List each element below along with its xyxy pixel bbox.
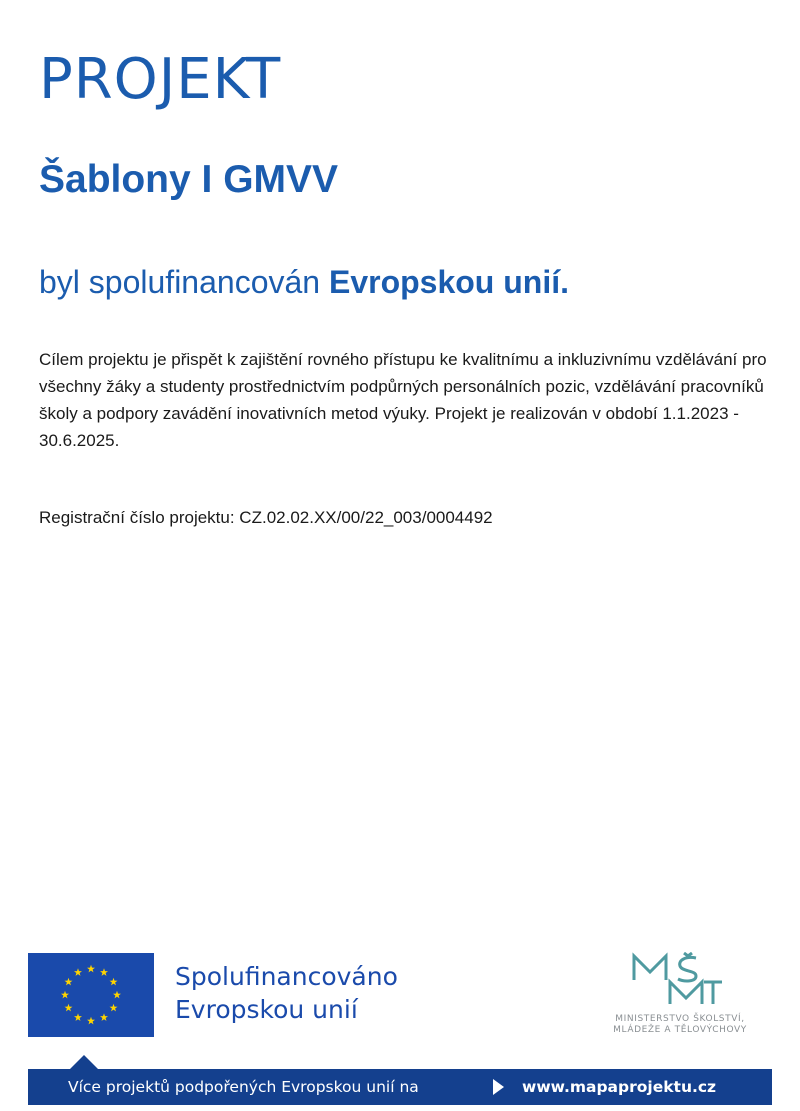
eu-star bbox=[87, 1017, 95, 1025]
project-description: Cílem projektu je přispět k zajištění rovného přístupu ke kvalitnímu a inkluzivnímu vzdělávání pro všechny žáky a studenty prostřednictvím podpůrných personálních pozic, vzdělávání pracovníků školy a podpory zavádění inovativních metod výuky. Projekt je realizován v období 1.1.2023 - 30.6.2025. bbox=[39, 350, 767, 450]
eu-text-line1: Spolufinancováno bbox=[175, 962, 398, 991]
eu-star bbox=[64, 1004, 72, 1012]
eu-star bbox=[61, 991, 69, 999]
eu-star bbox=[110, 1004, 118, 1012]
msmt-logo-icon bbox=[630, 952, 725, 1008]
eu-star bbox=[110, 978, 118, 986]
eu-star bbox=[74, 968, 82, 976]
eu-star bbox=[113, 991, 121, 999]
play-arrow-icon bbox=[493, 1079, 504, 1095]
eu-cofunding-text bbox=[175, 960, 398, 1026]
msmt-caption-line2: MLÁDEŽE A TĚLOVÝCHOVY bbox=[613, 1025, 747, 1035]
eu-text-line2: Evropskou unií bbox=[175, 995, 358, 1024]
funding-emphasis: Evropskou unií. bbox=[328, 264, 569, 300]
eu-star bbox=[87, 965, 95, 973]
registration-number: Registrační číslo projektu: CZ.02.02.XX/00/22_003/0004492 bbox=[39, 508, 493, 527]
footer-banner bbox=[28, 1069, 772, 1105]
eu-stars-icon bbox=[28, 953, 154, 1037]
page-title: PROJEKT bbox=[39, 47, 282, 112]
eu-star bbox=[100, 968, 108, 976]
eu-star bbox=[64, 978, 72, 986]
msmt-logo bbox=[590, 952, 770, 1042]
project-name: Šablony I GMVV bbox=[39, 158, 339, 201]
funding-prefix: byl spolufinancován bbox=[39, 264, 321, 300]
msmt-caption-line1: MINISTERSTVO ŠKOLSTVÍ, bbox=[615, 1014, 745, 1024]
msmt-caption bbox=[590, 1014, 770, 1036]
banner-notch bbox=[70, 1055, 98, 1069]
eu-star bbox=[100, 1013, 108, 1021]
eu-star bbox=[74, 1013, 82, 1021]
eu-flag-icon bbox=[28, 953, 154, 1037]
mapaprojektu-link[interactable]: www.mapaprojektu.cz bbox=[522, 1078, 717, 1096]
banner-text: Více projektů podpořených Evropskou unií na bbox=[68, 1078, 419, 1096]
funding-statement bbox=[39, 265, 569, 300]
